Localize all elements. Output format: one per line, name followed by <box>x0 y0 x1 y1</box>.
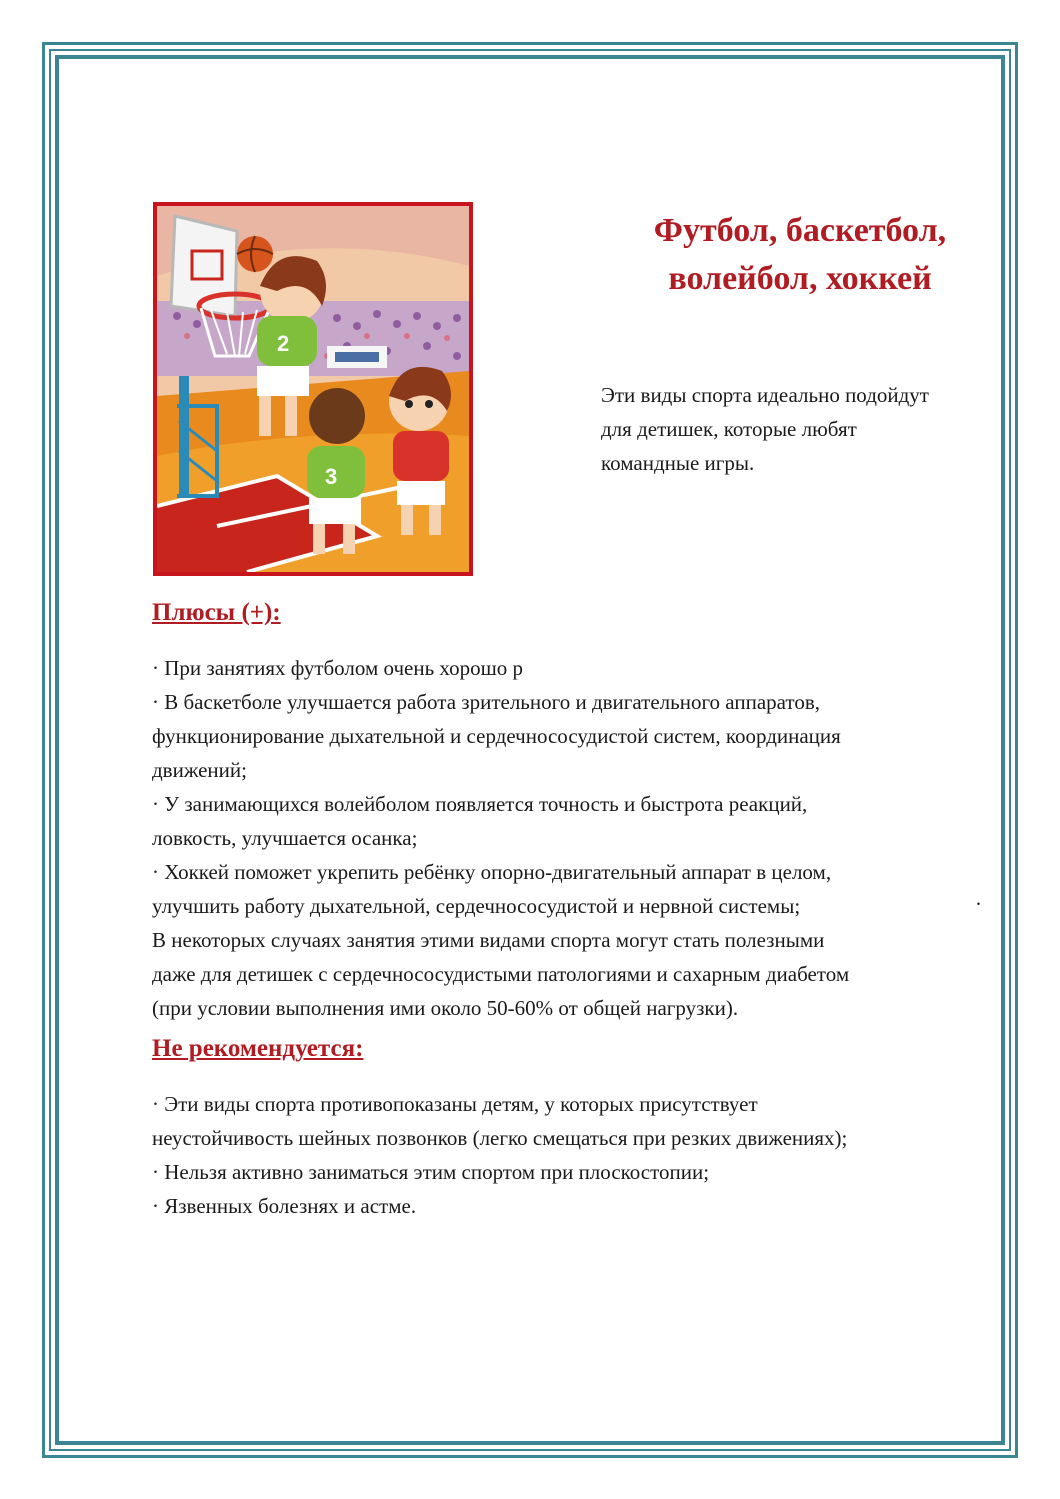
cons-line-2: неустойчивость шейных позвонков (легко смещаться при резких движениях); <box>152 1126 848 1150</box>
jersey-number-2: 2 <box>277 331 290 356</box>
pros-line-5: · У занимающихся волейболом появляется точность и быстрота реакций, <box>152 792 808 816</box>
title-line-1: Футбол, баскетбол, <box>653 212 947 249</box>
pros-line-9: В некоторых случаях занятия этими видами спорта могут стать полезными <box>152 928 825 952</box>
intro-line-2: для детишек, которые любят <box>601 417 857 441</box>
cons-paragraph <box>152 1087 992 1223</box>
cons-line-3: · Нельзя активно заниматься этим спортом при плоскостопии; <box>152 1160 710 1184</box>
pros-line-4: движений; <box>152 758 247 782</box>
cons-line-1: · Эти виды спорта противопоказаны детям, у которых присутствует <box>152 1092 758 1116</box>
intro-text <box>601 378 1001 480</box>
pros-heading: Плюсы (+): <box>152 599 281 626</box>
pros-line-8: улучшить работу дыхательной, сердечнососудистой и нервной системы; <box>152 894 801 918</box>
title-line-2: волейбол, хоккей <box>668 260 932 297</box>
pros-line-10: даже для детишек с сердечнососудистыми патологиями и сахарным диабетом <box>152 962 850 986</box>
pros-paragraph <box>152 651 992 1025</box>
basketball-scene-image <box>157 206 469 572</box>
jersey-number-3: 3 <box>325 464 338 489</box>
pros-line-3: функционирование дыхательной и сердечнососудистой систем, координация <box>152 724 841 748</box>
intro-line-3: командные игры. <box>601 451 755 475</box>
basketball-illustration <box>153 202 473 576</box>
pros-line-7: · Хоккей поможет укрепить ребёнку опорно-двигательный аппарат в целом, <box>152 860 832 884</box>
pros-line-2: · В баскетболе улучшается работа зрительного и двигательного аппаратов, <box>152 690 820 714</box>
pros-trailing-bullet: · <box>975 892 982 916</box>
pros-line-11: (при условии выполнения ими около 50-60% от общей нагрузки). <box>152 996 739 1020</box>
cons-line-4: · Язвенных болезнях и астме. <box>152 1194 417 1218</box>
page-title <box>600 207 1000 303</box>
pros-line-1: · При занятиях футболом очень хорошо р <box>152 656 524 680</box>
pros-line-6: ловкость, улучшается осанка; <box>152 826 418 850</box>
cons-heading: Не рекомендуется: <box>152 1035 364 1062</box>
intro-line-1: Эти виды спорта идеально подойдут <box>601 383 929 407</box>
